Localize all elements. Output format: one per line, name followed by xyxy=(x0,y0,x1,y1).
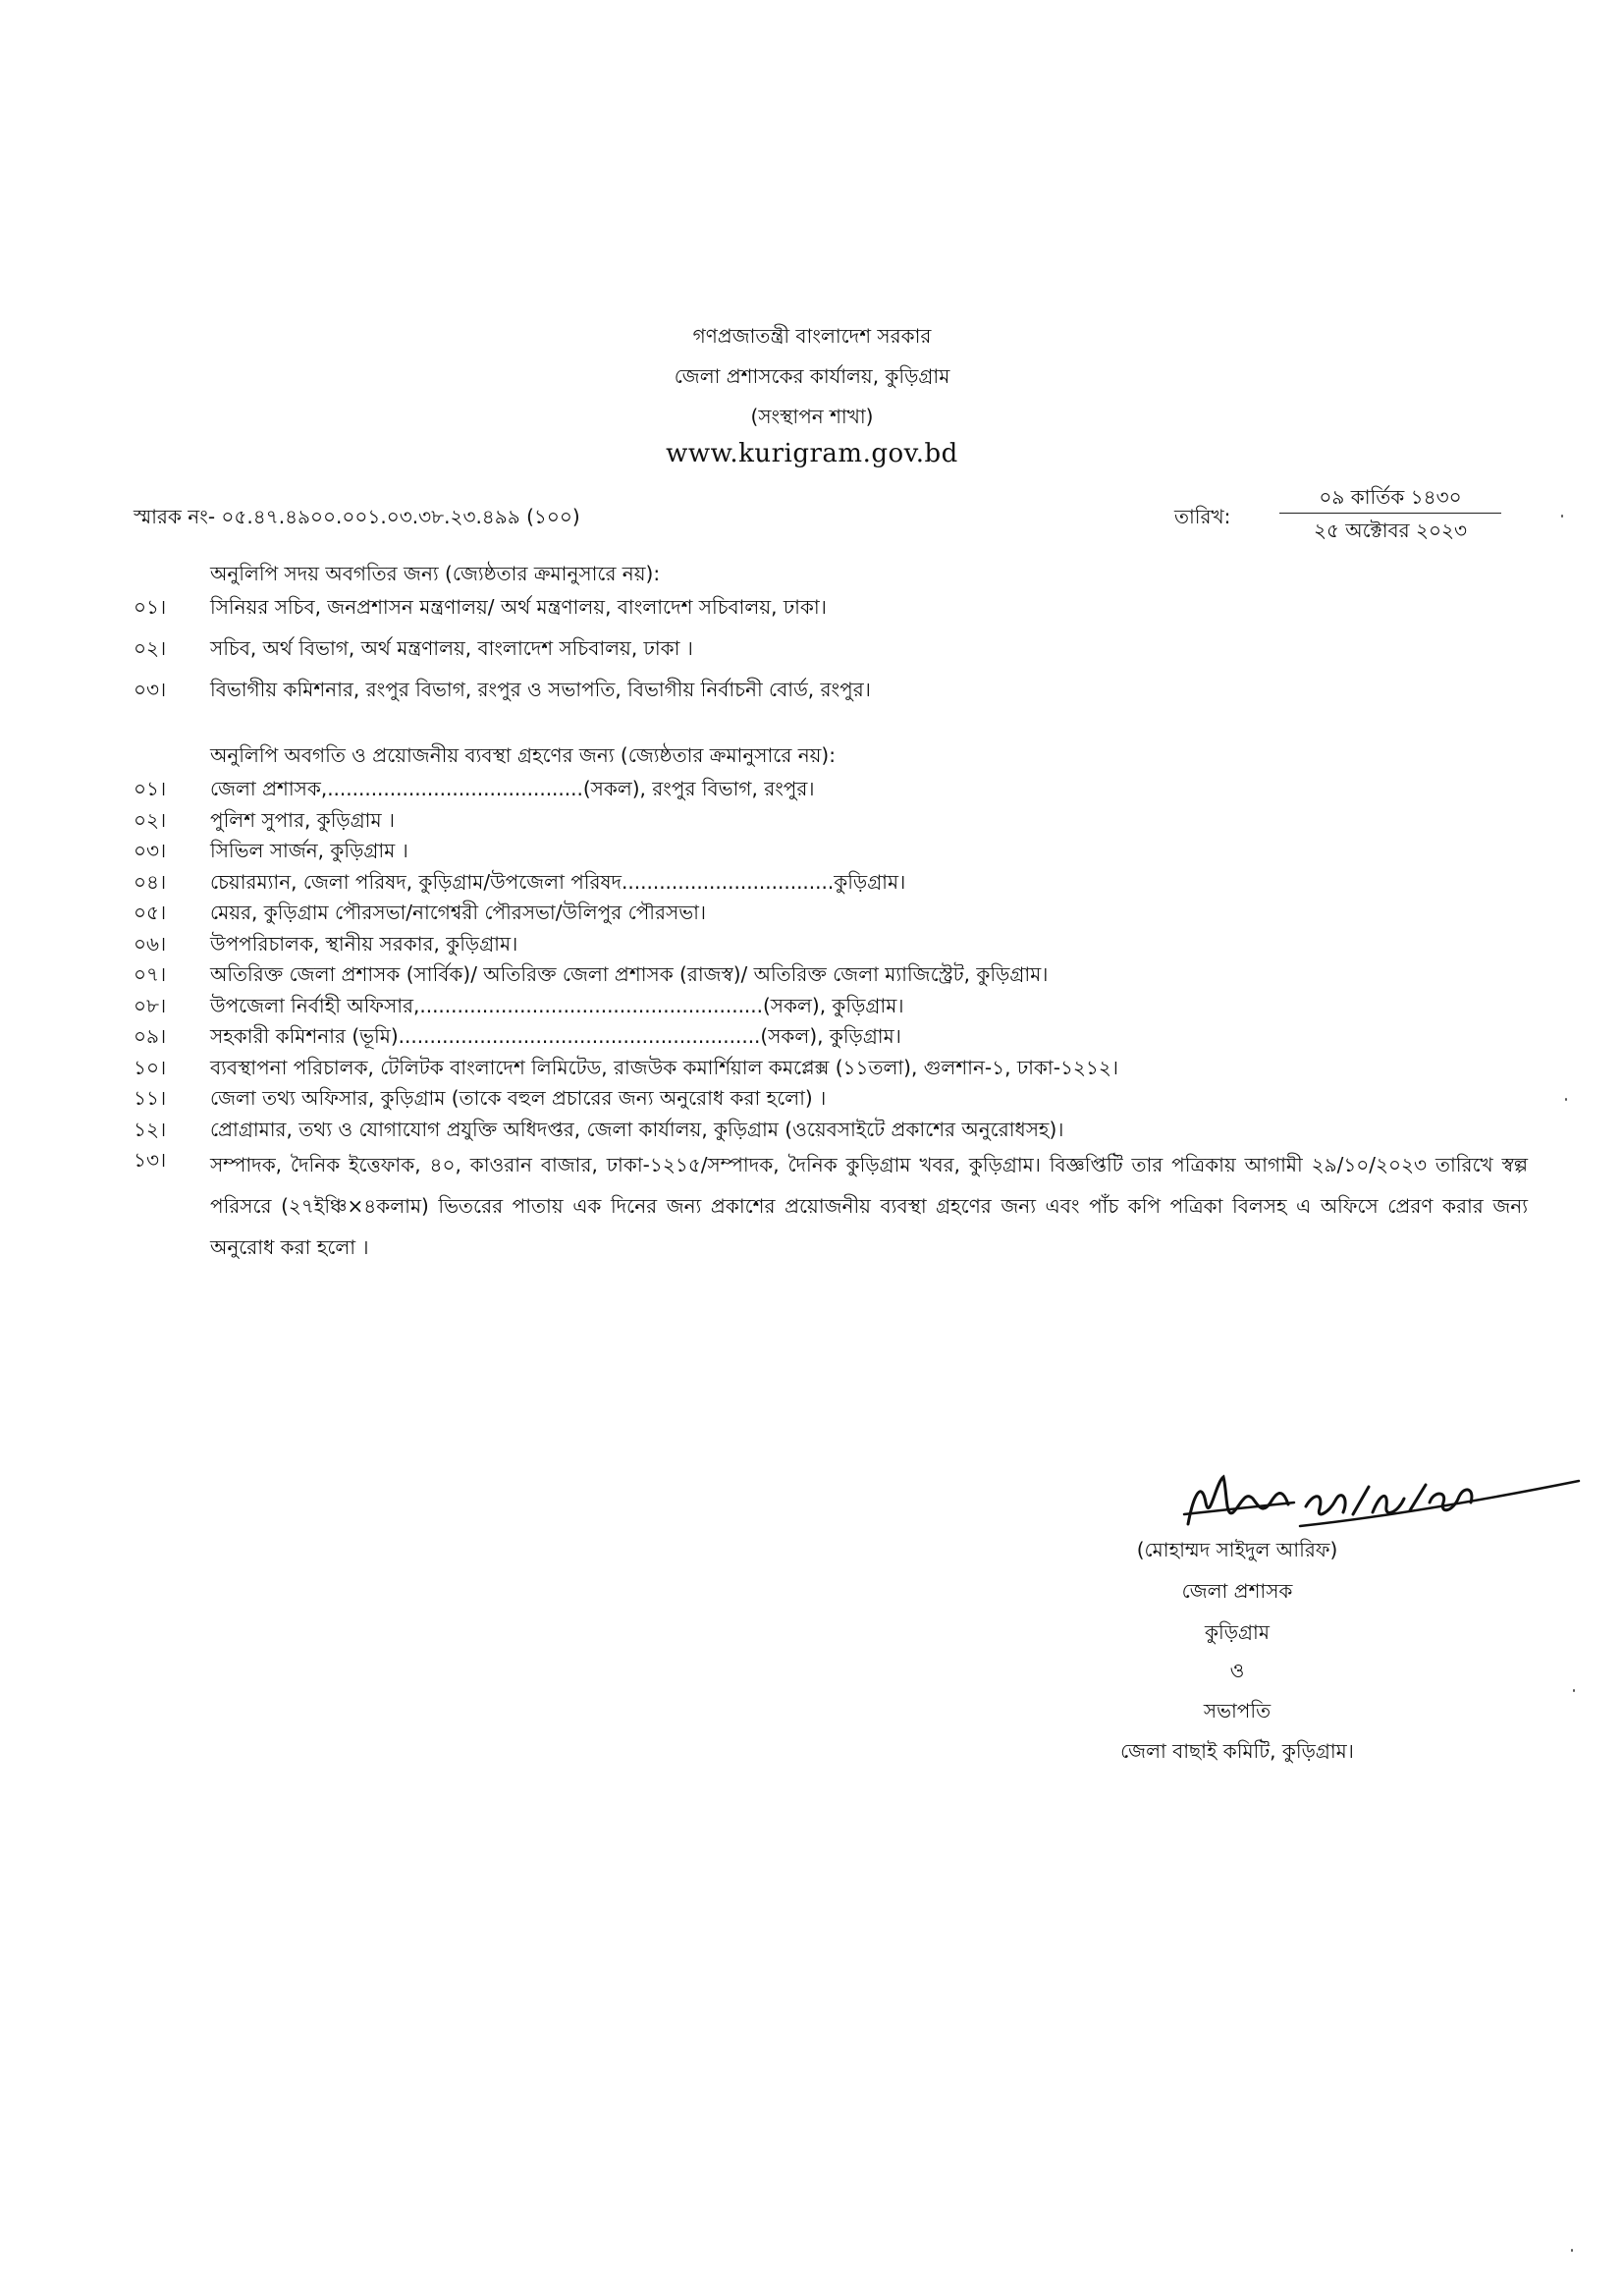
list-item xyxy=(134,591,1528,632)
item-text: মেয়র, কুড়িগ্রাম পৌরসভা/নাগেশ্বরী পৌরসভা/উলিপুর পৌরসভা। xyxy=(210,901,707,924)
item-number: ০৫। xyxy=(134,901,167,924)
government-name: গণপ্রজাতন্ত্রী বাংলাদেশ সরকার xyxy=(692,324,932,348)
item-number: ১৩। xyxy=(134,1148,167,1172)
item-number: ০৯। xyxy=(134,1024,167,1048)
signatory-name: (মোহাম্মদ সাইদুল আরিফ) xyxy=(1136,1538,1338,1561)
list-item xyxy=(134,1052,1528,1083)
item-text: জেলা তথ্য অফিসার, কুড়িগ্রাম (তাকে বহুল প্রচারের জন্য অনুরোধ করা হলো) । xyxy=(210,1086,827,1110)
list-item xyxy=(134,773,1528,804)
list-item xyxy=(134,804,1528,836)
item-number: ০৮। xyxy=(134,993,167,1017)
list-item xyxy=(134,1114,1528,1145)
item-number: ০২। xyxy=(134,636,167,660)
section2-title: অনুলিপি অবগতি ও প্রয়োজনীয় ব্যবস্থা গ্রহণের জন্য (জ্যেষ্ঠতার ক্রমানুসারে নয়): xyxy=(210,743,836,767)
date-bangla: ০৯ কার্তিক ১৪৩০ xyxy=(1279,481,1501,514)
section1-title: অনুলিপি সদয় অবগতির জন্য (জ্যেষ্ঠতার ক্রমানুসারে নয়): xyxy=(210,562,661,585)
item-number: ১২। xyxy=(134,1117,167,1141)
item-number: ১০। xyxy=(134,1055,167,1079)
item-number: ০৪। xyxy=(134,869,167,894)
item-text: উপপরিচালক, স্থানীয় সরকার, কুড়িগ্রাম। xyxy=(210,931,518,956)
item-text: জেলা প্রশাসক,.........................................(সকল), রংপুর বিভাগ, রংপুর। xyxy=(210,777,815,800)
list-item xyxy=(134,928,1528,959)
handwritten-signature xyxy=(1176,1463,1589,1542)
list-item xyxy=(134,674,1528,715)
item-number: ০১। xyxy=(134,595,167,619)
date-label: তারিখ: xyxy=(1174,505,1231,528)
website-link[interactable]: www.kurigram.gov.bd xyxy=(666,439,958,468)
item-number: ১১। xyxy=(134,1086,167,1110)
item-text: সচিব, অর্থ বিভাগ, অর্থ মন্ত্রণালয়, বাংলাদেশ সচিবালয়, ঢাকা । xyxy=(210,636,693,660)
signatory-committee: জেলা বাছাই কমিটি, কুড়িগ্রাম। xyxy=(1120,1739,1354,1763)
list-item xyxy=(134,990,1528,1021)
list-item xyxy=(134,1082,1528,1114)
signatory-role: সভাপতি xyxy=(1203,1699,1272,1722)
list-item xyxy=(134,632,1528,674)
item-number: ০৩। xyxy=(134,678,167,701)
item-number: ০৬। xyxy=(134,931,167,956)
scan-speck xyxy=(1565,1098,1567,1101)
list-item xyxy=(134,1144,1528,1268)
item-number: ০৭। xyxy=(134,962,167,986)
scan-speck xyxy=(1561,515,1563,518)
branch-name: (সংস্থাপন শাখা) xyxy=(750,405,874,428)
scan-speck xyxy=(1571,2249,1573,2252)
section2-list xyxy=(134,773,1528,1268)
item-text: প্রোগ্রামার, তথ্য ও যোগাযোগ প্রযুক্তি অধিদপ্তর, জেলা কার্যালয়, কুড়িগ্রাম (ওয়েবসাইটে প্রকাশের অনুরোধসহ)। xyxy=(210,1117,1064,1141)
item-text: অতিরিক্ত জেলা প্রশাসক (সার্বিক)/ অতিরিক্ত জেলা প্রশাসক (রাজস্ব)/ অতিরিক্ত জেলা ম্যাজিস্ট্রেট, কুড়িগ্রাম। xyxy=(210,962,1049,986)
list-item xyxy=(134,866,1528,898)
date-block xyxy=(1279,481,1501,547)
list-item xyxy=(134,835,1528,866)
scan-speck xyxy=(1573,1689,1575,1692)
office-name: জেলা প্রশাসকের কার্যালয়, কুড়িগ্রাম xyxy=(674,364,950,388)
item-text: বিভাগীয় কমিশনার, রংপুর বিভাগ, রংপুর ও সভাপতি, বিভাগীয় নির্বাচনী বোর্ড, রংপুর। xyxy=(210,678,871,701)
item-text: পুলিশ সুপার, কুড়িগ্রাম । xyxy=(210,807,396,832)
section1-list xyxy=(134,591,1528,715)
item-text: উপজেলা নির্বাহী অফিসার,.......................................................(সকল), কুড়িগ্রাম। xyxy=(210,993,904,1017)
item-number: ০২। xyxy=(134,807,167,832)
item-number: ০১। xyxy=(134,777,167,800)
signatory-conjunction: ও xyxy=(1229,1659,1245,1682)
memo-number: স্মারক নং- ০৫.৪৭.৪৯০০.০০১.০৩.৩৮.২৩.৪৯৯ (১০০) xyxy=(134,505,580,528)
item-text: চেয়ারম্যান, জেলা পরিষদ, কুড়িগ্রাম/উপজেলা পরিষদ..................................কুড়িগ্রাম। xyxy=(210,869,906,894)
list-item xyxy=(134,1020,1528,1052)
item-text: ব্যবস্থাপনা পরিচালক, টেলিটক বাংলাদেশ লিমিটেড, রাজউক কমার্শিয়াল কমপ্লেক্স (১১তলা), গুলশান-১, ঢাকা-১২১২। xyxy=(210,1055,1119,1079)
signatory-district: কুড়িগ্রাম xyxy=(1205,1620,1270,1644)
item-text: সহকারী কমিশনার (ভূমি)..........................................................(সকল), কুড়িগ্রাম। xyxy=(210,1024,901,1048)
list-item xyxy=(134,897,1528,928)
item-text: সম্পাদক, দৈনিক ইত্তেফাক, ৪০, কাওরান বাজার, ঢাকা-১২১৫/সম্পাদক, দৈনিক কুড়িগ্রাম খবর, কুড়িগ্রাম। বিজ্ঞপ্তিটি তার পত্রিকায় আগামী ২৯/১০/২০২৩ তারিখে স্বল্প পরিসরে (২৭ইঞ্চি×৪কলাম) ভিতরের পাতায় এক দিনের জন্য প্রকাশের প্রয়োজনীয় ব্যবস্থা গ্রহণের জন্য এবং পাঁচ কপি পত্রিকা বিলসহ এ অফিসে প্রেরণ করার জন্য অনুরোধ করা হলো । xyxy=(210,1153,1528,1259)
signatory-designation: জেলা প্রশাসক xyxy=(1181,1579,1293,1603)
list-item xyxy=(134,958,1528,990)
item-text: সিভিল সার্জন, কুড়িগ্রাম । xyxy=(210,839,408,862)
item-text: সিনিয়র সচিব, জনপ্রশাসন মন্ত্রণালয়/ অর্থ মন্ত্রণালয়, বাংলাদেশ সচিবালয়, ঢাকা। xyxy=(210,595,827,619)
item-number: ০৩। xyxy=(134,839,167,862)
date-english: ২৫ অক্টোবর ২০২৩ xyxy=(1313,519,1468,542)
